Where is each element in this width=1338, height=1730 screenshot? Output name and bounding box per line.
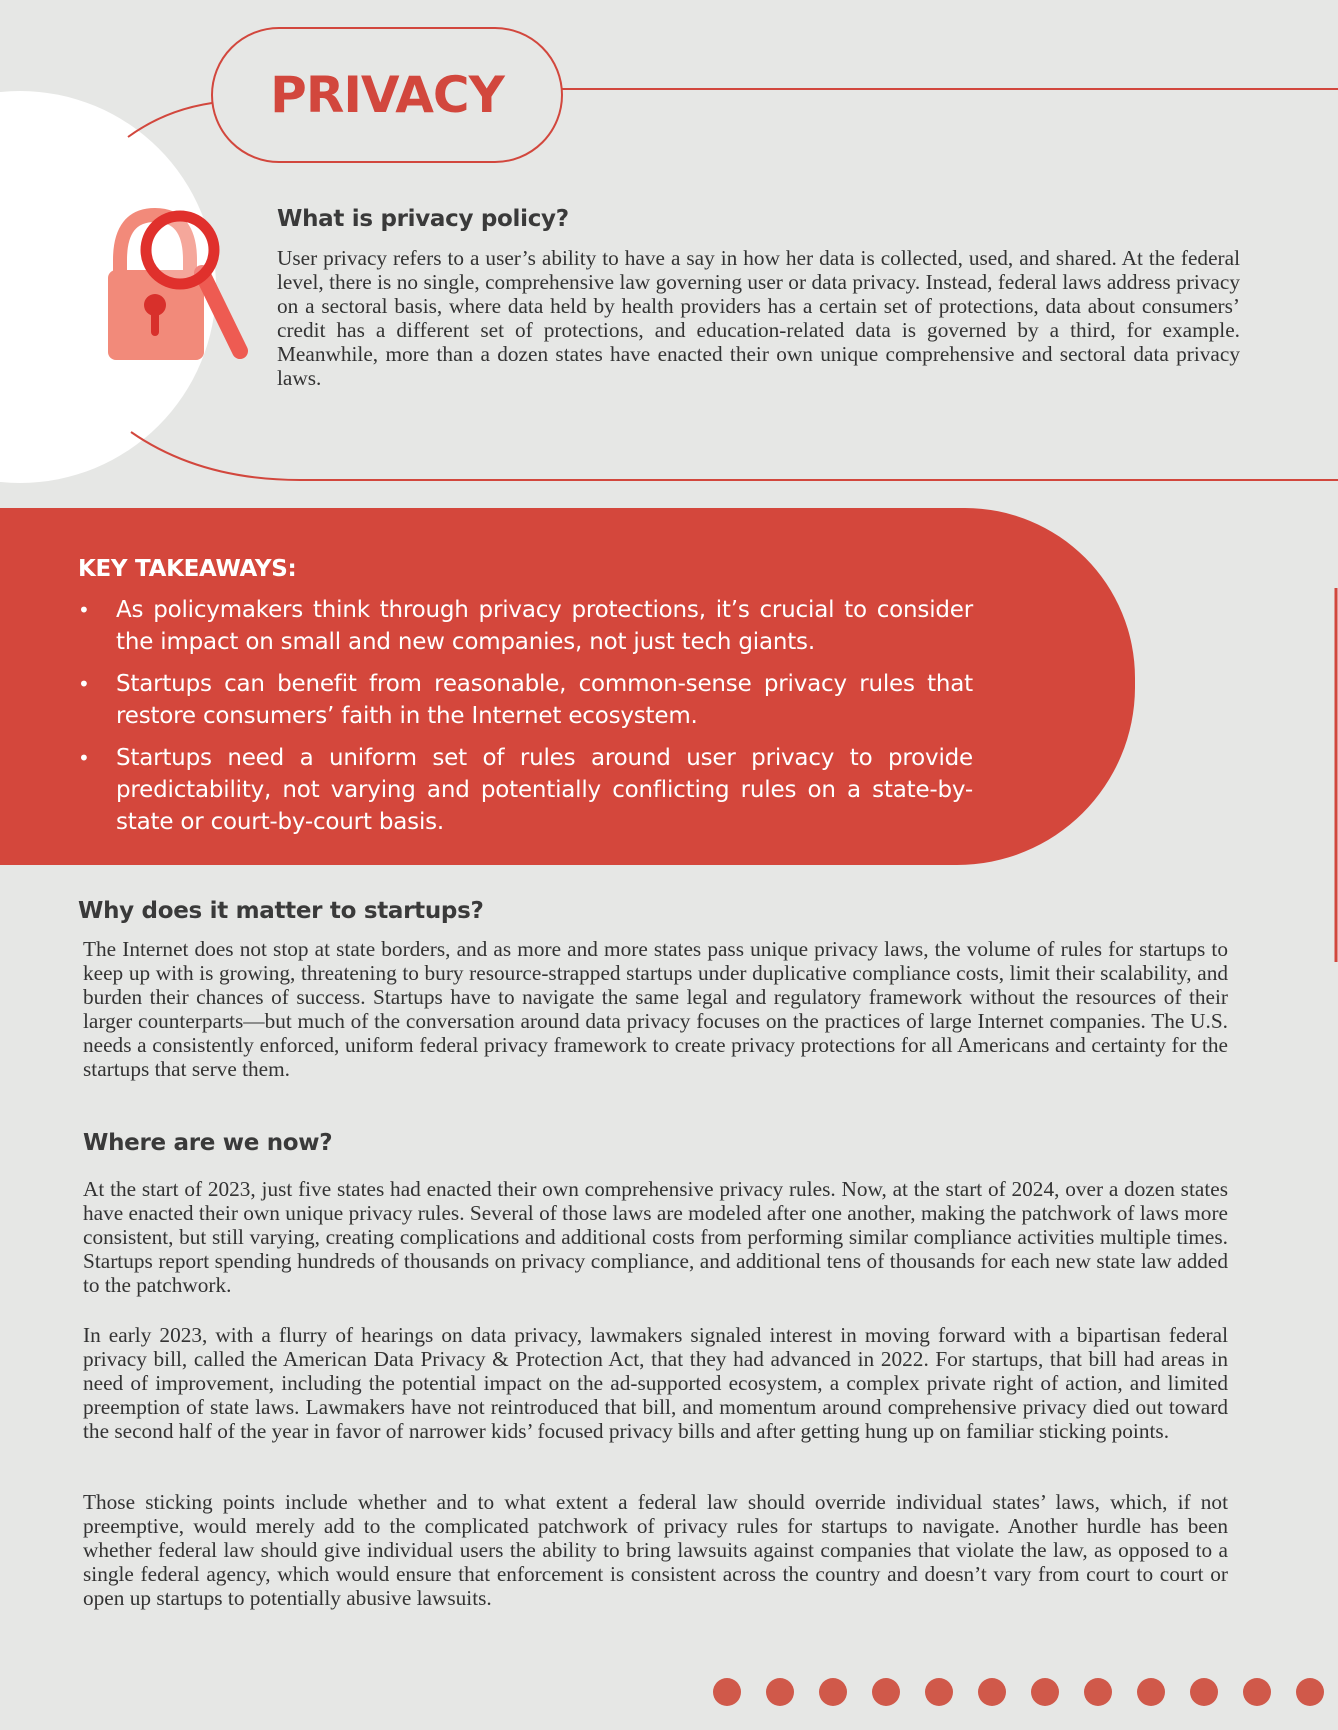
- where-now-paragraph-3: Those sticking points include whether and to what extent a federal law should override individual states’ laws, which, if not preemptive, would merely add to the complicated patchwork of privacy rules for startups to navigate. Another hurdle has been whether federal law should give individual users the ability to bring lawsuits against companies that violate the law, as opposed to a single federal agency, which would ensure that enforcement is consistent across the country and doesn’t vary from court to court or open up startups to potentially abusive lawsuits.: [83, 1490, 1228, 1610]
- takeaways-title: KEY TAKEAWAYS:: [78, 556, 297, 582]
- bullet-icon: •: [78, 672, 90, 696]
- footer-dot: [978, 1678, 1006, 1706]
- page-title: PRIVACY: [270, 66, 504, 124]
- why-matters-heading: Why does it matter to startups?: [78, 898, 484, 924]
- what-is-heading: What is privacy policy?: [277, 206, 569, 232]
- header-curve-left: [128, 103, 212, 137]
- takeaway-text: Startups need a uniform set of rules around user privacy to provide predictability, not varying and potentially conflicting rules on a state-by-state or court-by-court basis.: [116, 745, 973, 835]
- takeaway-item-1: [78, 594, 973, 658]
- footer-dot: [925, 1678, 953, 1706]
- footer-dot: [1190, 1678, 1218, 1706]
- footer-dot: [872, 1678, 900, 1706]
- where-now-paragraph-1: At the start of 2023, just five states had enacted their own comprehensive privacy rules. Now, at the start of 2024, over a dozen states have enacted their own unique privacy rules. Several of those laws are modeled after one another, making the patchwork of laws more consistent, but still varying, creating complications and additional costs from performing similar compliance activities multiple times. Startups report spending hundreds of thousands on privacy compliance, and additional tens of thousands for each new state law added to the patchwork.: [83, 1177, 1228, 1297]
- footer-dot: [1243, 1678, 1271, 1706]
- where-now-paragraph-2: In early 2023, with a flurry of hearings on data privacy, lawmakers signaled interest in moving forward with a bipartisan federal privacy bill, called the American Data Privacy & Protection Act, that they had advanced in 2022. For startups, that bill had areas in need of improvement, including the potential impact on the ad-supported ecosystem, a complex private right of action, and limited preemption of state laws. Lawmakers have not reintroduced that bill, and momentum around comprehensive privacy died out toward the second half of the year in favor of narrower kids’ focused privacy bills and after getting hung up on familiar sticking points.: [83, 1323, 1228, 1443]
- footer-dot: [1137, 1678, 1165, 1706]
- section-curve-bottom: [131, 432, 1338, 480]
- bullet-icon: •: [78, 746, 90, 770]
- why-matters-paragraph: The Internet does not stop at state borders, and as more and more states pass unique privacy laws, the volume of rules for startups to keep up with is growing, threatening to bury resource-strapped startups under duplicative compliance costs, limit their scalability, and burden their chances of success. Startups have to navigate the same legal and regulatory framework without the resources of their larger counterparts—but much of the conversation around data privacy focuses on the practices of large Internet companies. The U.S. needs a consistently enforced, uniform federal privacy framework to create privacy protections for all Americans and certainty for the startups that serve them.: [83, 937, 1228, 1081]
- footer-dot: [713, 1678, 741, 1706]
- footer-dot: [819, 1678, 847, 1706]
- footer-dot: [1031, 1678, 1059, 1706]
- bullet-icon: •: [78, 598, 90, 622]
- takeaway-item-3: [78, 742, 973, 838]
- what-is-paragraph: User privacy refers to a user’s ability to have a say in how her data is collected, used, and shared. At the federal level, there is no single, comprehensive law governing user or data privacy. Instead, federal laws address privacy on a sectoral basis, where data held by health providers has a certain set of protections, data about consumers’ credit has a different set of protections, and education-related data is governed by a third, for example. Meanwhile, more than a dozen states have enacted their own unique comprehensive and sectoral data privacy laws.: [277, 246, 1240, 390]
- takeaway-item-2: [78, 668, 973, 732]
- lock-magnifier-icon: [100, 205, 260, 375]
- takeaway-text: As policymakers think through privacy protections, it’s crucial to consider the impact on small and new companies, not just tech giants.: [116, 597, 973, 655]
- footer-dots: [713, 1678, 1324, 1706]
- footer-dot: [766, 1678, 794, 1706]
- takeaway-text: Startups can benefit from reasonable, common-sense privacy rules that restore consumers’ faith in the Internet ecosystem.: [116, 671, 973, 729]
- footer-dot: [1296, 1678, 1324, 1706]
- takeaways-list: [78, 594, 973, 848]
- where-now-heading: Where are we now?: [83, 1130, 333, 1156]
- footer-dot: [1084, 1678, 1112, 1706]
